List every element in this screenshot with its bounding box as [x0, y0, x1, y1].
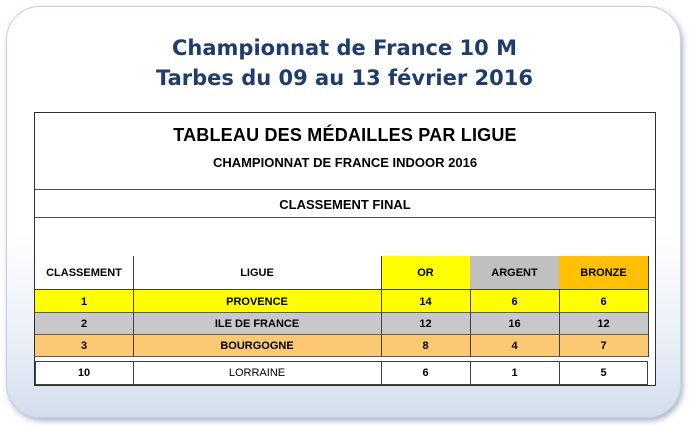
column-separator: [470, 289, 471, 357]
column-separator: [133, 361, 134, 385]
row-border: [35, 312, 648, 313]
or-cell: 14: [419, 295, 432, 308]
column-header-classement: CLASSEMENT: [46, 266, 122, 279]
rank-cell: 1: [80, 295, 88, 308]
column-separator: [559, 361, 560, 385]
or-cell: 6: [422, 367, 429, 379]
bronze-cell: 12: [597, 318, 610, 330]
medal-table-sheet: [34, 112, 656, 386]
row-border: [35, 356, 648, 357]
column-separator: [381, 256, 382, 357]
argent-cell: 4: [511, 340, 518, 352]
column-header-or: OR: [381, 256, 470, 289]
bronze-cell: 5: [600, 367, 607, 379]
or-cell: 8: [422, 340, 429, 352]
championship-dates: Tarbes du 09 au 13 février 2016: [155, 66, 533, 90]
rank-cell: 2: [80, 318, 88, 330]
column-separator: [470, 361, 471, 385]
column-separator: [381, 361, 382, 385]
ligue-cell: BOURGOGNE: [220, 340, 294, 352]
divider: [35, 189, 655, 190]
column-header-argent: ARGENT: [470, 256, 559, 289]
row-border: [35, 334, 648, 335]
or-cell: 12: [419, 318, 432, 330]
rank-cell: 3: [80, 340, 88, 352]
column-header-ligue: LIGUE: [240, 266, 274, 279]
argent-cell: 1: [511, 367, 518, 379]
column-separator: [648, 256, 649, 357]
bronze-cell: 6: [600, 295, 607, 308]
ligue-cell: PROVENCE: [226, 295, 288, 308]
row-border: [35, 289, 648, 290]
ligue-cell: LORRAINE: [228, 367, 286, 379]
rank-cell: 10: [77, 367, 91, 379]
sheet-subtitle: CHAMPIONNAT DE FRANCE INDOOR 2016: [212, 155, 478, 170]
ligue-cell: ILE DE FRANCE: [214, 318, 300, 330]
bronze-cell: 7: [600, 340, 607, 352]
argent-cell: 6: [511, 295, 518, 308]
championship-title: Championnat de France 10 M: [172, 36, 517, 60]
divider: [35, 217, 655, 218]
section-title: CLASSEMENT FINAL: [279, 197, 411, 212]
sheet-title: TABLEAU DES MÉDAILLES PAR LIGUE: [173, 125, 517, 145]
column-separator: [133, 256, 134, 357]
column-header-bronze: BRONZE: [559, 256, 648, 289]
column-separator: [559, 289, 560, 357]
argent-cell: 16: [508, 318, 521, 330]
